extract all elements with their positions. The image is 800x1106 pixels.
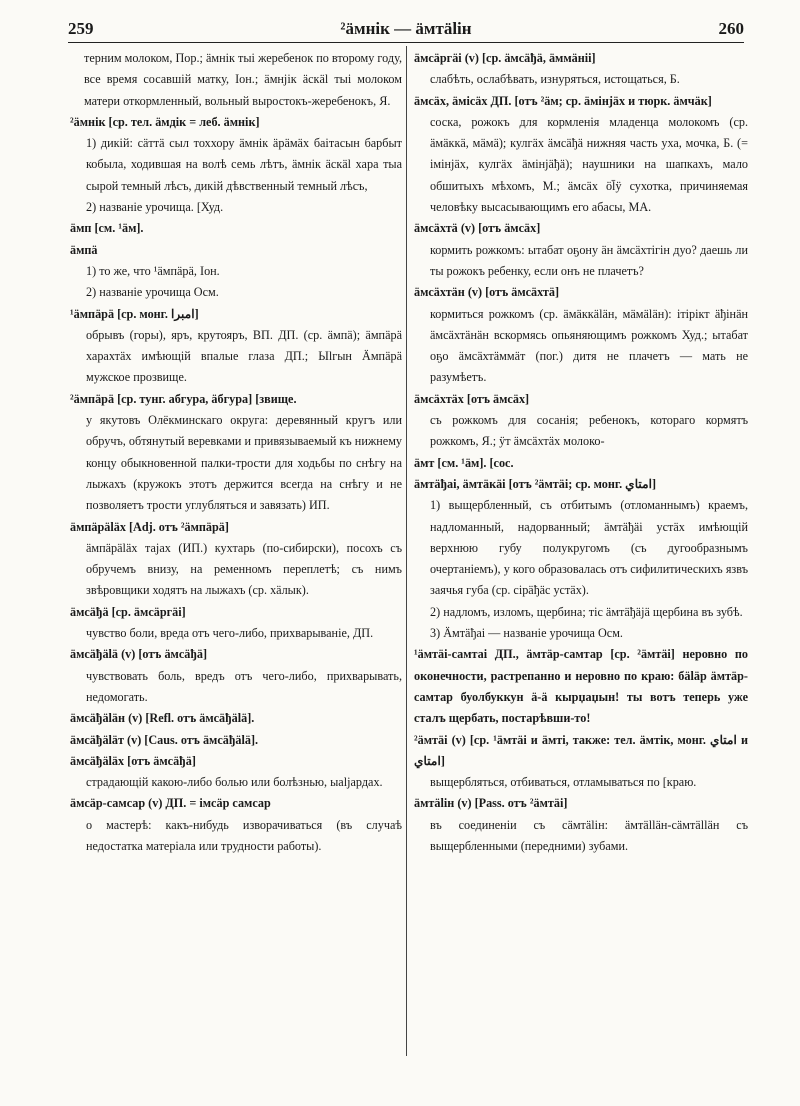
right-column <box>414 48 748 857</box>
headword: ӓмсӓђӓlӓ (v) [отъ ӓмсӓђӓ] <box>70 647 208 662</box>
entry-text: 2) названіе урочища Осм. <box>86 285 219 300</box>
headword: ¹ӓмтӓі-самтаі ДП., ӓмтӓр-самтар [ср. ²ӓмтӓі] неровно по оконечности, растрепанно и неровно по краю: бӓlӓр ӓмтӓр-самтар буолбуккун ӓ-ӓ кырџаџын! ты вотъ теперь уже сталъ щербать, постарѣвши-то! <box>414 647 748 726</box>
entry-text: выщербляться, отбиваться, отламываться по [краю. <box>430 775 697 790</box>
entry-text: въ соединеніи съ сӓмтӓlін: ӓмтӓllӓн-сӓмтӓllӓн съ выщербленными (передними) зубами. <box>430 817 748 853</box>
headword: ӓмпӓрӓlӓх [Adj. отъ ²ӓмпӓрӓ] <box>70 519 229 534</box>
headword: ӓмсӓхтӓ (v) [отъ ӓмсӓх] <box>414 221 541 236</box>
headword: ӓмсӓргӓі (v) [ср. ӓмсӓђӓ, ӓммӓніі] <box>414 51 596 65</box>
headword: ӓмсӓр-самсар (v) ДП. = імсӓр самсар <box>70 796 271 811</box>
entry-text: страдающій какою-либо болью или болѣзнью, ыаlјардах. <box>86 775 383 790</box>
headword: ӓмсӓх, ӓмісӓх ДП. [отъ ²ӓм; ср. ӓмінјӓх и тюрк. ӓмчӓк] <box>414 93 712 108</box>
page-number-left: 259 <box>68 19 94 38</box>
headword: ²ӓмпӓрӓ [ср. тунг. абгура, ӓбгура] [звище. <box>70 391 297 406</box>
entry-text: 2) названіе урочища. [Худ. <box>86 200 224 215</box>
entry-text: о мастерѣ: какъ-нибудь изворачиваться (въ случаѣ недостатка матеріала или трудности работы). <box>86 817 402 853</box>
headword: ӓмпӓ <box>70 242 98 257</box>
entry-text: ӓмпӓрӓlӓх тајах (ИП.) кухтарь (по-сибирски), посохъ съ обручемъ внизу, на ременномъ переплетѣ; съ нимъ звѣровщики ходятъ на лыжахъ (ср. хӓлык). <box>86 540 402 598</box>
entry-text: чувствовать боль, вредъ отъ чего-либо, прихварывать, недомогать. <box>86 668 402 704</box>
page-number-right: 260 <box>718 19 744 38</box>
entry-text: у якутовъ Олёкминскаго округа: деревянный кругъ или обручъ, обтянутый веревками и привязываемый къ нижнему концу обыкновенной палки-трости для ходьбы по снѣгу на лыжахъ (кружокъ этотъ держится всегда на снѣгу и не позволяетъ трости углубляться и завязать) ИП. <box>86 413 402 513</box>
headword: ²ӓмнік [ср. тел. ӓмдік = леб. ӓмнік] <box>70 114 260 129</box>
entry-text: 1) дикій: сӓттӓ сыл тоххору ӓмнік ӓрӓмӓх баітасын барбыт кобыла, ходившая на волѣ семь лѣтъ, ӓмнік ӓскӓl хара тыа сырой темный лѣсъ, дикій дѣвственный темный лѣсъ, <box>86 136 402 193</box>
headword: ²ӓмтӓі (v) [ср. ¹ӓмтӓі и ӓмті, также: тел. ӓмтік, монг. ﺍﻣﺘﺎﻱ и ﺍﻣﺘﺎﻱ] <box>414 732 748 768</box>
headword: ӓмсӓхтӓх [отъ ӓмсӓх] <box>414 391 530 406</box>
column-divider <box>406 46 407 1056</box>
entry-text: терним молоком, Пор.; ӓмнік тыі жеребенок по второму году, все время сосавшій матку, Іон.; ӓмнјік ӓскӓl тыі молоком матери откормленный, вольный выростокъ-жеребенокъ, Я. <box>84 51 402 108</box>
left-column <box>70 48 402 857</box>
entry-text: обрывъ (горы), яръ, крутояръ, ВП. ДП. (ср. ӓмпӓ); ӓмпӓрӓ харахтӓх имѣющій впалые глаза ДП.; Ыlгын Ӓмпӓрӓ мужское прозвище. <box>86 327 402 385</box>
headword: ӓмсӓђӓlӓн (v) [Refl. отъ ӓмсӓђӓlӓ]. <box>70 711 255 726</box>
entry-text: кормить рожкомъ: ытабат оҕону ӓн ӓмсӓхтігін дуо? даешь ли ты рожокъ ребенку, если онъ не плачетъ? <box>430 242 748 278</box>
headword: ӓмтӓђаі, ӓмтӓкӓі [отъ ²ӓмтӓі; ср. монг. ﺍﻣﺘﺎﻱ] <box>414 476 657 491</box>
header-rule <box>68 42 744 43</box>
headword: ӓмсӓђӓ [ср. ӓмсӓргӓі] <box>70 604 186 619</box>
page-header <box>68 16 744 42</box>
entry-text: кормиться рожкомъ (ср. ӓмӓккӓlӓн, мӓмӓlӓн): ітірікт ӓђінӓн ӓмсӓхтӓнӓн вскормясь опьяняющимъ рожкомъ Худ.; ытабат оҕо ӓмсӓхтӓммӓт (пог.) дитя не плачетъ — мать не разумѣетъ. <box>430 306 748 385</box>
headword: ӓмт [см. ¹ӓм]. [сос. <box>414 455 514 470</box>
headword: ӓмп [см. ¹ӓм]. <box>70 221 144 236</box>
headword: ¹ӓмпӓрӓ [ср. монг. ﺍﻣﺒﺮﺍ] <box>70 306 199 321</box>
running-title: ²ӓмнік — ӓмтӓlін <box>340 19 472 38</box>
entry-text: слабѣть, ослабѣвать, изнуряться, истощаться, Б. <box>430 72 680 87</box>
entry-text: 3) Ӓмтӓђаі — названіе урочища Осм. <box>430 626 623 641</box>
headword: ӓмсӓђӓlӓх [отъ ӓмсӓђӓ] <box>70 753 196 768</box>
entry-text: 1) то же, что ¹ӓмпӓрӓ, Іон. <box>86 263 220 278</box>
entry-text: 2) надломъ, изломъ, щербина; тіс ӓмтӓђӓјӓ щербина въ зубѣ. <box>430 604 743 619</box>
headword: ӓмтӓlін (v) [Pass. отъ ²ӓмтӓі] <box>414 796 568 811</box>
entry-text: соска, рожокъ для кормленія младенца молокомъ (ср. ӓмӓккӓ, мӓмӓ); кулгӓх ӓмсӓђӓ нижняя часть уха, мочка, Б. (= імінјӓх, кулгӓх ӓмінјӓђӓ); наушники на шапкахъ, мало обшитыхъ мѣхомъ, М.; ӓмсӓх öl̄ӱ сухотка, причиняемая человѣку высасывающимъ его абасы, МА. <box>430 114 748 215</box>
entry-text: чувство боли, вреда отъ чего-либо, прихварываніе, ДП. <box>86 626 374 641</box>
entry-text: съ рожкомъ для сосанія; ребенокъ, котораго кормятъ рожкомъ, Я.; ӱт ӓмсӓхтӓх молоко- <box>430 413 748 449</box>
headword: ӓмсӓђӓlӓт (v) [Caus. отъ ӓмсӓђӓlӓ]. <box>70 732 259 747</box>
entry-text: 1) выщербленный, съ отбитымъ (отломаннымъ) краемъ, надломанный, надорванный; ӓмтӓђӓі устӓх имѣющій верхнюю губу полукругомъ (съ дугообразнымъ очертаніемъ), у кого образовалась отъ сифилитическихъ язвъ заячья губа (ср. сірӓђӓс устӓх). <box>430 498 748 598</box>
headword: ӓмсӓхтӓн (v) [отъ ӓмсӓхтӓ] <box>414 285 560 300</box>
